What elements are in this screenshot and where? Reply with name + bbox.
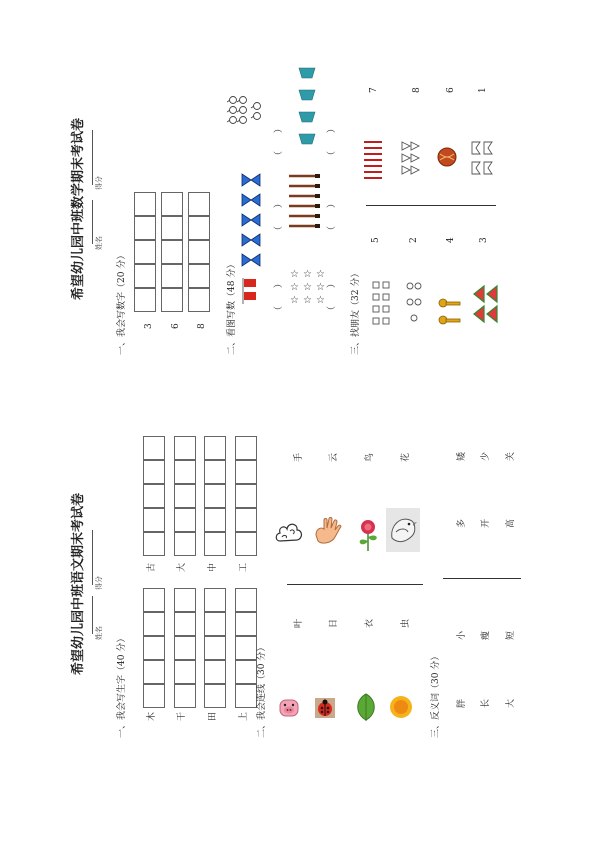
writing-grid-cell[interactable]	[204, 460, 226, 484]
writing-grid-cell[interactable]	[235, 532, 257, 556]
chinese-score-underline	[92, 530, 93, 585]
triangle-group	[400, 140, 420, 180]
flag-outline-group	[470, 138, 494, 182]
answer-paren: （ ）	[274, 278, 284, 315]
number-grid-cell[interactable]	[134, 216, 156, 240]
antonym-word: 大	[506, 698, 516, 708]
star-icon: ☆	[303, 295, 312, 306]
chinese-match-word: 云	[329, 452, 339, 462]
writing-grid-cell[interactable]	[143, 508, 165, 532]
writing-grid-cell[interactable]	[143, 484, 165, 508]
writing-grid-cell[interactable]	[143, 684, 165, 708]
writing-grid-cell[interactable]	[235, 684, 257, 708]
chinese-section3-heading: 三、反义词（30 分）	[431, 651, 441, 738]
chinese-match-word: 花	[401, 452, 411, 462]
writing-grid-cell[interactable]	[204, 636, 226, 660]
writing-grid-cell[interactable]	[235, 484, 257, 508]
number-grid-cell[interactable]	[188, 192, 210, 216]
writing-grid-cell[interactable]	[143, 660, 165, 684]
chinese-char-left: 田	[208, 711, 218, 721]
match-number-left: 2	[409, 237, 419, 243]
writing-grid-cell[interactable]	[174, 484, 196, 508]
brush-group	[285, 172, 321, 230]
antonym-word: 胖	[457, 698, 467, 708]
number-grid-cell[interactable]	[134, 264, 156, 288]
antonym-word: 少	[481, 451, 491, 461]
flower-picture	[350, 515, 386, 553]
candy-stick-group	[362, 138, 384, 182]
chinese-match-word: 衣	[365, 618, 375, 628]
star-icon: ☆	[290, 295, 299, 306]
flower-outline-group	[404, 278, 424, 328]
star-icon: ☆	[290, 282, 299, 293]
antonym-word: 瘦	[481, 630, 491, 640]
number-grid-cell[interactable]	[188, 288, 210, 312]
writing-grid-cell[interactable]	[143, 532, 165, 556]
writing-grid-cell[interactable]	[235, 588, 257, 612]
chinese-section3-divider	[443, 578, 521, 579]
chinese-match-word: 叶	[294, 618, 304, 628]
chinese-section2-heading: 二、我会连线（30 分）	[257, 642, 267, 738]
number-grid-cell[interactable]	[161, 288, 183, 312]
cloud-picture	[272, 515, 306, 549]
sun-picture	[389, 695, 413, 719]
number-grid-cell[interactable]	[188, 240, 210, 264]
writing-grid-cell[interactable]	[174, 660, 196, 684]
antonym-word: 高	[506, 518, 516, 528]
chinese-char-right: 大	[177, 562, 187, 572]
writing-grid-cell[interactable]	[204, 508, 226, 532]
writing-grid-cell[interactable]	[174, 684, 196, 708]
antonym-word: 短	[506, 630, 516, 640]
math-name-underline	[92, 200, 93, 244]
number-grid-cell[interactable]	[134, 288, 156, 312]
chinese-char-right: 中	[208, 562, 218, 572]
writing-grid-cell[interactable]	[174, 508, 196, 532]
writing-grid-cell[interactable]	[174, 636, 196, 660]
writing-grid-cell[interactable]	[235, 460, 257, 484]
match-number-left: 3	[479, 237, 489, 243]
math-number-prompt: 3	[144, 323, 154, 329]
writing-grid-cell[interactable]	[204, 484, 226, 508]
hand-picture	[310, 515, 346, 551]
writing-grid-cell[interactable]	[143, 636, 165, 660]
math-exam-title: 希望幼儿园中班数学期末考试卷	[71, 117, 86, 300]
chinese-char-left: 木	[147, 711, 157, 721]
chinese-name-label: 姓名	[95, 626, 103, 640]
antonym-word: 小	[457, 630, 467, 640]
ball-picture	[436, 146, 458, 168]
chinese-score-label: 得分	[95, 576, 103, 590]
number-grid-cell[interactable]	[161, 264, 183, 288]
chinese-char-left: 上	[239, 711, 249, 721]
match-number-right: 6	[446, 87, 456, 93]
antonym-word: 关	[506, 451, 516, 461]
star-icon: ☆	[290, 269, 299, 280]
writing-grid-cell[interactable]	[143, 612, 165, 636]
chinese-exam-title: 希望幼儿园中班语文期末考试卷	[71, 492, 86, 675]
chinese-char-right: 工	[239, 562, 249, 572]
math-score-underline	[92, 130, 93, 185]
writing-grid-cell[interactable]	[174, 460, 196, 484]
math-section2-heading: 二、看图写数（48 分）	[227, 259, 237, 355]
writing-grid-cell[interactable]	[143, 436, 165, 460]
candy-group	[370, 278, 392, 328]
writing-grid-cell[interactable]	[204, 660, 226, 684]
writing-grid-cell[interactable]	[174, 612, 196, 636]
antonym-word: 开	[481, 518, 491, 528]
number-grid-cell[interactable]	[134, 192, 156, 216]
number-grid-cell[interactable]	[188, 264, 210, 288]
answer-paren: （ ）	[327, 278, 337, 315]
writing-grid-cell[interactable]	[235, 660, 257, 684]
writing-grid-cell[interactable]	[204, 588, 226, 612]
writing-grid-cell[interactable]	[204, 684, 226, 708]
answer-paren: （ ）	[274, 123, 284, 160]
writing-grid-cell[interactable]	[204, 612, 226, 636]
chinese-char-right: 古	[147, 562, 157, 572]
cup-group	[296, 64, 318, 156]
star-icon: ☆	[303, 269, 312, 280]
pig-picture	[278, 697, 300, 719]
chinese-match-word: 鸟	[365, 452, 375, 462]
number-grid-cell[interactable]	[161, 192, 183, 216]
chinese-name-underline	[92, 596, 93, 634]
key-group	[436, 296, 462, 330]
match-number-right: 7	[369, 87, 379, 93]
writing-grid-cell[interactable]	[174, 436, 196, 460]
writing-grid-cell[interactable]	[143, 460, 165, 484]
writing-grid-cell[interactable]	[143, 588, 165, 612]
ladybug-picture	[314, 697, 336, 719]
watermelon-group	[472, 284, 500, 330]
number-grid-cell[interactable]	[188, 216, 210, 240]
match-number-right: 1	[478, 87, 488, 93]
math-number-prompt: 6	[171, 323, 181, 329]
match-number-right: 8	[412, 87, 422, 93]
chinese-section1-heading: 一、我会写生字（40 分）	[117, 633, 127, 738]
number-grid-cell[interactable]	[134, 240, 156, 264]
answer-paren: （ ）	[274, 198, 284, 235]
math-section3-divider	[366, 205, 496, 206]
match-number-left: 4	[446, 237, 456, 243]
math-number-prompt: 8	[197, 323, 207, 329]
writing-grid-cell[interactable]	[204, 532, 226, 556]
bird-picture	[386, 508, 420, 552]
math-section1-heading: 一、我会写数字（20 分）	[117, 250, 127, 355]
chinese-match-word: 日	[329, 618, 339, 628]
chinese-match-word: 手	[294, 452, 304, 462]
antonym-word: 矮	[457, 451, 467, 461]
writing-grid-cell[interactable]	[235, 436, 257, 460]
chinese-match-word: 虫	[401, 618, 411, 628]
number-grid-cell[interactable]	[161, 240, 183, 264]
star-icon: ☆	[316, 295, 325, 306]
butterfly-group	[238, 172, 264, 272]
chinese-section2-divider	[287, 584, 423, 585]
leaf-picture	[353, 692, 379, 722]
match-number-left: 5	[371, 237, 381, 243]
star-icon: ☆	[316, 269, 325, 280]
answer-paren: （ ）	[327, 123, 337, 160]
balloon-group	[227, 92, 271, 132]
star-icon: ☆	[316, 282, 325, 293]
writing-grid-cell[interactable]	[174, 588, 196, 612]
writing-grid-cell[interactable]	[204, 436, 226, 460]
flag-group	[240, 276, 262, 306]
chinese-char-left: 干	[177, 711, 187, 721]
antonym-word: 长	[481, 698, 491, 708]
math-name-label: 姓名	[95, 236, 103, 250]
answer-paren: （ ）	[327, 198, 337, 235]
math-score-label: 得分	[95, 176, 103, 190]
writing-grid-cell[interactable]	[235, 508, 257, 532]
antonym-word: 多	[457, 518, 467, 528]
writing-grid-cell[interactable]	[174, 532, 196, 556]
number-grid-cell[interactable]	[161, 216, 183, 240]
math-section3-heading: 三、找朋友（32 分）	[351, 268, 361, 355]
writing-grid-cell[interactable]	[235, 612, 257, 636]
star-icon: ☆	[303, 282, 312, 293]
writing-grid-cell[interactable]	[235, 636, 257, 660]
